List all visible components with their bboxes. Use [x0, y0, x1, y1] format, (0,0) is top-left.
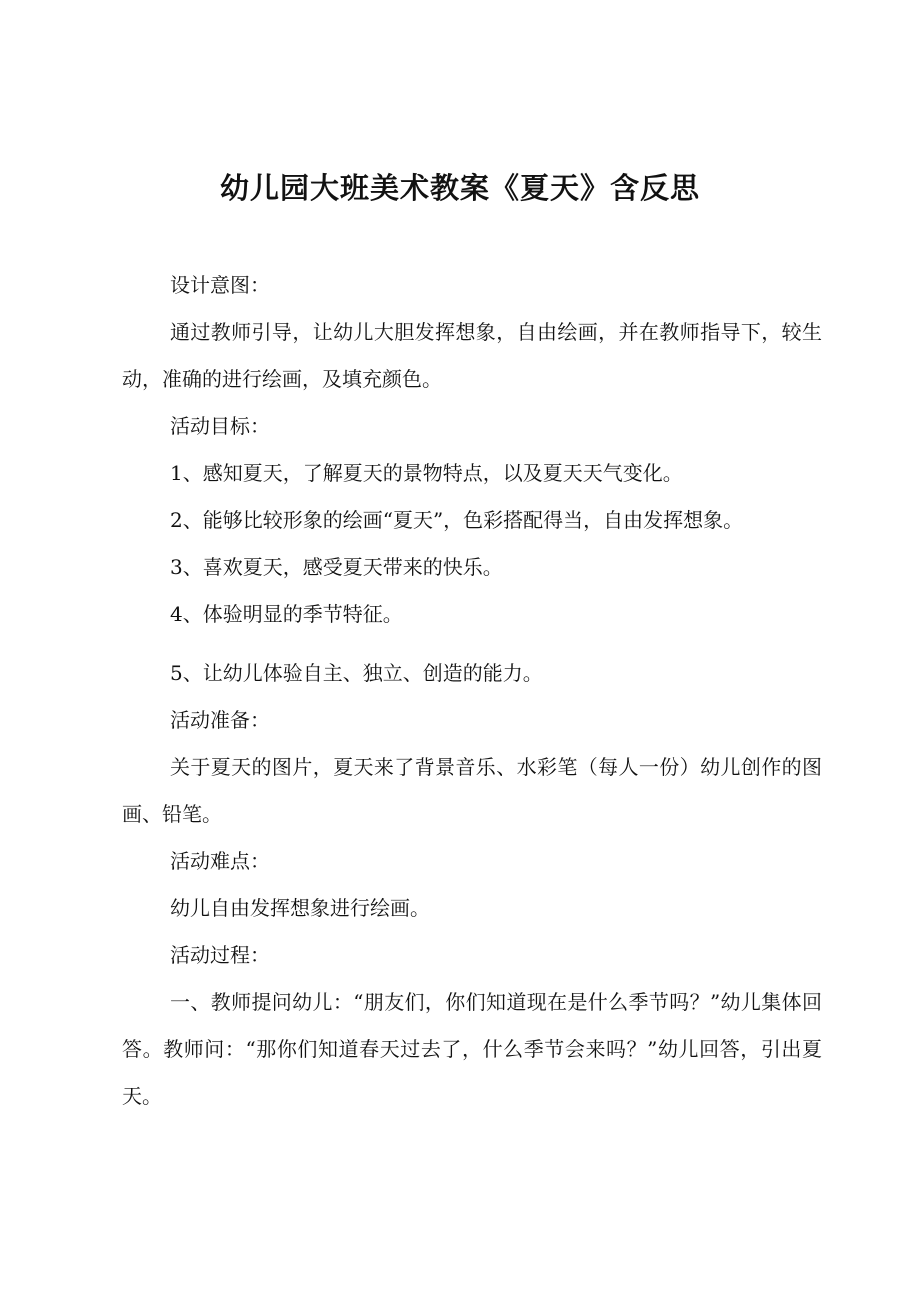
paragraph-difficulty-heading: 活动难点：	[170, 849, 270, 873]
paragraph-design-intent-heading: 设计意图：	[170, 273, 270, 297]
paragraph-design-intent: 通过教师引导，让幼儿大胆发挥想象，自由绘画，并在教师指导下，较生动，准确的进行绘画，及填充颜色。	[122, 320, 822, 391]
paragraph-goal-4: 4、体验明显的季节特征。	[170, 602, 403, 626]
paragraph-process-step-1: 一、教师提问幼儿：“朋友们，你们知道现在是什么季节吗？”幼儿集体回答。教师问：“那你们知道春天过去了，什么季节会来吗？”幼儿回答，引出夏天。	[122, 990, 822, 1108]
paragraph-goal-3: 3、喜欢夏天，感受夏天带来的快乐。	[170, 555, 503, 579]
document-title: 幼儿园大班美术教案《夏天》含反思	[219, 171, 700, 205]
paragraph-goal-1: 1、感知夏天，了解夏天的景物特点，以及夏天天气变化。	[170, 461, 683, 485]
paragraph-difficulty: 幼儿自由发挥想象进行绘画。	[170, 896, 430, 920]
paragraph-goal-2: 2、能够比较形象的绘画“夏天”，色彩搭配得当，自由发挥想象。	[170, 508, 744, 532]
paragraph-process-heading: 活动过程：	[170, 943, 270, 967]
paragraph-goal-5: 5、让幼儿体验自主、独立、创造的能力。	[170, 661, 543, 685]
paragraph-preparation: 关于夏天的图片，夏天来了背景音乐、水彩笔（每人一份）幼儿创作的图画、铅笔。	[122, 755, 822, 826]
paragraph-goals-heading: 活动目标：	[170, 414, 270, 438]
paragraph-preparation-heading: 活动准备：	[170, 708, 270, 732]
document-body	[122, 262, 822, 1120]
